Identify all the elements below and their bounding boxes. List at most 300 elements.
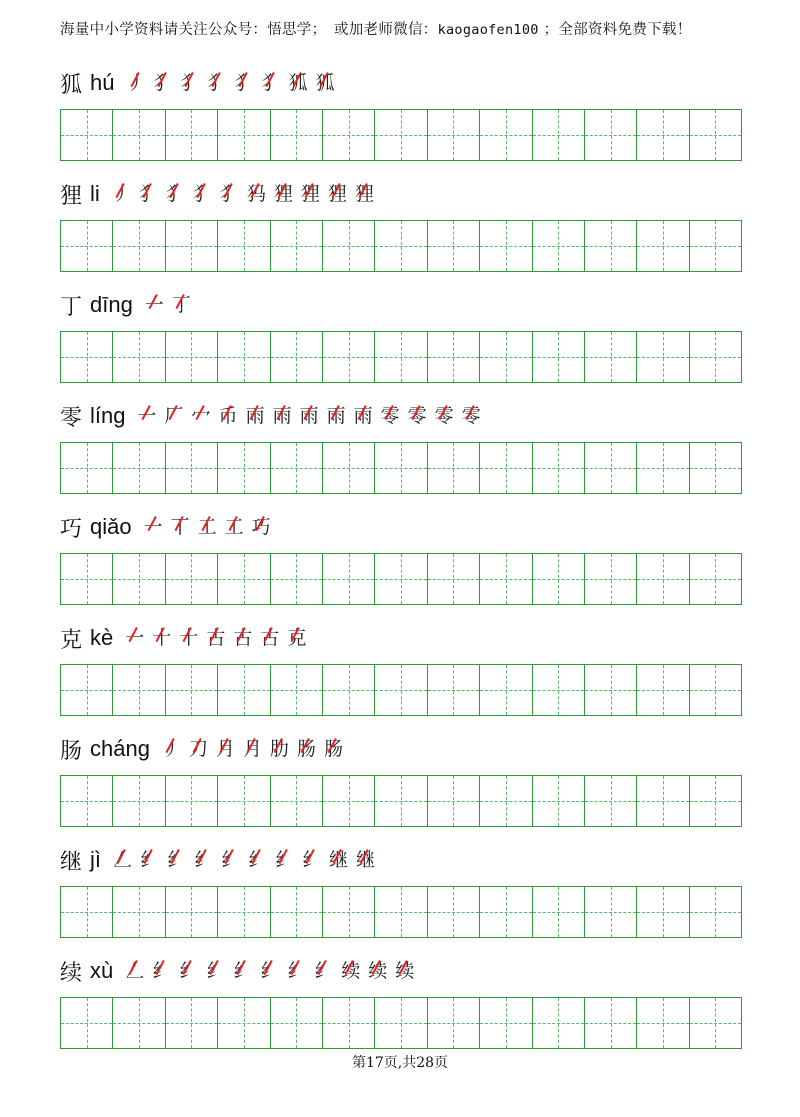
character-hanzi: 克 xyxy=(60,627,83,653)
tianzige-cell[interactable] xyxy=(533,332,585,382)
tianzige-cell[interactable] xyxy=(113,998,165,1048)
stroke-step xyxy=(302,848,322,871)
tianzige-cell[interactable] xyxy=(323,665,375,715)
tianzige-cell[interactable] xyxy=(585,332,637,382)
tianzige-cell[interactable] xyxy=(113,221,165,271)
stroke-step-glyph: 雨 xyxy=(353,404,373,427)
stroke-step-glyph: 丿 xyxy=(126,71,146,94)
tianzige-cell[interactable] xyxy=(166,332,218,382)
stroke-step xyxy=(299,404,319,427)
tianzige-cell[interactable] xyxy=(323,776,375,826)
character-pinyin: qiǎo xyxy=(90,514,132,539)
character-pinyin: dīng xyxy=(90,292,133,317)
stroke-step xyxy=(326,404,346,427)
tianzige-cell[interactable] xyxy=(428,776,480,826)
stroke-step xyxy=(153,71,173,94)
stroke-step-glyph: 续 xyxy=(341,959,361,982)
page-number: 第17页,共28页 xyxy=(351,1055,449,1071)
stroke-step xyxy=(434,404,454,427)
character-section xyxy=(60,509,742,605)
stroke-step xyxy=(216,737,236,760)
tianzige-cell[interactable] xyxy=(480,332,532,382)
tianzige-cell[interactable] xyxy=(585,998,637,1048)
stroke-step xyxy=(300,182,320,205)
tianzige-cell[interactable] xyxy=(271,332,323,382)
stroke-step xyxy=(218,404,238,427)
stroke-step-glyph: 十 xyxy=(179,626,199,649)
stroke-step xyxy=(113,848,133,871)
stroke-order-sequence xyxy=(137,404,489,427)
stroke-order-sequence xyxy=(125,626,314,649)
stroke-order-sequence xyxy=(144,293,199,316)
tianzige-cell[interactable] xyxy=(480,110,532,160)
tianzige-cell[interactable] xyxy=(323,332,375,382)
character-hanzi: 继 xyxy=(60,849,83,875)
stroke-step xyxy=(207,71,227,94)
character-section xyxy=(60,842,742,938)
stroke-step xyxy=(356,848,376,871)
character-title-row xyxy=(60,65,742,101)
tianzige-cell[interactable] xyxy=(61,443,113,493)
stroke-step xyxy=(287,959,307,982)
tianzige-cell[interactable] xyxy=(585,221,637,271)
stroke-step-glyph: 纟 xyxy=(233,959,253,982)
tianzige-cell[interactable] xyxy=(690,998,741,1048)
tianzige-cell[interactable] xyxy=(533,443,585,493)
tianzige-cell[interactable] xyxy=(637,665,689,715)
stroke-step xyxy=(206,626,226,649)
stroke-step xyxy=(170,515,190,538)
stroke-step-glyph: 雨 xyxy=(299,404,319,427)
stroke-step xyxy=(288,71,308,94)
stroke-step-glyph: 一 xyxy=(137,404,157,427)
tianzige-cell[interactable] xyxy=(428,443,480,493)
stroke-step-glyph: 丿 xyxy=(111,182,131,205)
tianzige-cell[interactable] xyxy=(690,332,741,382)
tianzige-cell[interactable] xyxy=(375,110,427,160)
stroke-step-glyph: 狸 xyxy=(273,182,293,205)
tianzige-cell[interactable] xyxy=(375,554,427,604)
stroke-step-glyph: 犭 xyxy=(234,71,254,94)
stroke-step-glyph: 纟 xyxy=(275,848,295,871)
tianzige-cell[interactable] xyxy=(533,221,585,271)
stroke-step-glyph: 丅 xyxy=(170,515,190,538)
tianzige-cell[interactable] xyxy=(218,443,270,493)
tianzige-cell[interactable] xyxy=(113,776,165,826)
character-hanzi: 狸 xyxy=(60,183,83,209)
tianzige-cell[interactable] xyxy=(323,221,375,271)
tianzige-cell[interactable] xyxy=(218,665,270,715)
character-hanzi: 零 xyxy=(60,405,83,431)
character-title-row xyxy=(60,176,742,212)
character-pinyin: xù xyxy=(90,958,114,983)
stroke-order-sequence xyxy=(143,515,279,538)
stroke-step xyxy=(140,848,160,871)
tianzige-cell[interactable] xyxy=(271,554,323,604)
tianzige-cell[interactable] xyxy=(690,665,741,715)
character-section xyxy=(60,953,742,1049)
stroke-step-glyph: 纟 xyxy=(302,848,322,871)
tianzige-cell[interactable] xyxy=(533,998,585,1048)
page-header xyxy=(60,18,760,39)
stroke-step xyxy=(206,959,226,982)
tianzige-cell[interactable] xyxy=(533,554,585,604)
tianzige-cell[interactable] xyxy=(323,554,375,604)
stroke-step-glyph: 肋 xyxy=(270,737,290,760)
stroke-step xyxy=(287,626,307,649)
tianzige-cell[interactable] xyxy=(271,998,323,1048)
tianzige-cell[interactable] xyxy=(166,554,218,604)
stroke-step-glyph: 纟 xyxy=(260,959,280,982)
stroke-step xyxy=(125,959,145,982)
stroke-step xyxy=(273,182,293,205)
stroke-step-glyph: 零 xyxy=(434,404,454,427)
tianzige-cell[interactable] xyxy=(218,776,270,826)
character-section xyxy=(60,176,742,272)
tianzige-cell[interactable] xyxy=(480,443,532,493)
stroke-step xyxy=(194,848,214,871)
tianzige-cell[interactable] xyxy=(533,665,585,715)
stroke-step xyxy=(125,626,145,649)
stroke-step xyxy=(368,959,388,982)
tianzige-cell[interactable] xyxy=(480,887,532,937)
character-pinyin: líng xyxy=(90,403,126,428)
tianzige-cell[interactable] xyxy=(61,554,113,604)
writing-grid xyxy=(60,331,742,383)
stroke-step-glyph: 纟 xyxy=(248,848,268,871)
character-pinyin: cháng xyxy=(90,736,150,761)
tianzige-cell[interactable] xyxy=(428,998,480,1048)
stroke-step xyxy=(461,404,481,427)
stroke-step xyxy=(341,959,361,982)
tianzige-cell[interactable] xyxy=(637,221,689,271)
tianzige-cell[interactable] xyxy=(375,665,427,715)
tianzige-cell[interactable] xyxy=(480,221,532,271)
stroke-order-sequence xyxy=(113,848,383,871)
tianzige-cell[interactable] xyxy=(690,110,741,160)
stroke-step-glyph: 狸 xyxy=(300,182,320,205)
tianzige-cell[interactable] xyxy=(218,998,270,1048)
tianzige-cell[interactable] xyxy=(271,665,323,715)
character-title-row xyxy=(60,953,742,989)
character-hanzi: 肠 xyxy=(60,738,83,764)
stroke-step-glyph: 巧 xyxy=(251,515,271,538)
character-title-row xyxy=(60,509,742,545)
character-section xyxy=(60,620,742,716)
character-title-row xyxy=(60,842,742,878)
tianzige-cell[interactable] xyxy=(585,887,637,937)
stroke-step-glyph: 纟 xyxy=(179,959,199,982)
stroke-step-glyph: 继 xyxy=(356,848,376,871)
stroke-step xyxy=(197,515,217,538)
tianzige-cell[interactable] xyxy=(166,887,218,937)
stroke-step-glyph: 丁 xyxy=(171,293,191,316)
tianzige-cell[interactable] xyxy=(585,665,637,715)
tianzige-cell[interactable] xyxy=(480,554,532,604)
tianzige-cell[interactable] xyxy=(637,998,689,1048)
stroke-step-glyph: 工 xyxy=(224,515,244,538)
character-pinyin: jì xyxy=(90,847,102,872)
stroke-step-glyph: 犭 xyxy=(207,71,227,94)
stroke-order-sequence xyxy=(161,737,351,760)
tianzige-cell[interactable] xyxy=(637,887,689,937)
stroke-step xyxy=(234,71,254,94)
stroke-step-glyph: 十 xyxy=(152,626,172,649)
tianzige-cell[interactable] xyxy=(585,776,637,826)
stroke-step xyxy=(192,182,212,205)
stroke-step xyxy=(243,737,263,760)
stroke-step xyxy=(314,959,334,982)
stroke-step-glyph: 纟 xyxy=(287,959,307,982)
stroke-step-glyph: 古 xyxy=(233,626,253,649)
stroke-step xyxy=(167,848,187,871)
tianzige-cell[interactable] xyxy=(218,221,270,271)
stroke-step xyxy=(395,959,415,982)
stroke-step xyxy=(270,737,290,760)
stroke-step-glyph: 雨 xyxy=(245,404,265,427)
tianzige-cell[interactable] xyxy=(323,443,375,493)
stroke-step-glyph: 狐 xyxy=(315,71,335,94)
stroke-step xyxy=(126,71,146,94)
stroke-step xyxy=(152,959,172,982)
tianzige-cell[interactable] xyxy=(166,443,218,493)
stroke-step xyxy=(137,404,157,427)
stroke-step-glyph: 肠 xyxy=(324,737,344,760)
tianzige-cell[interactable] xyxy=(690,443,741,493)
stroke-step xyxy=(180,71,200,94)
writing-grid xyxy=(60,997,742,1049)
tianzige-cell[interactable] xyxy=(428,554,480,604)
character-section xyxy=(60,65,742,161)
tianzige-cell[interactable] xyxy=(61,332,113,382)
stroke-step-glyph: 古 xyxy=(260,626,280,649)
tianzige-cell[interactable] xyxy=(480,776,532,826)
header-text: 海量中小学资料请关注公众号：悟思学； 或加老师微信： xyxy=(60,22,438,38)
tianzige-cell[interactable] xyxy=(166,776,218,826)
stroke-step xyxy=(354,182,374,205)
stroke-step-glyph: 币 xyxy=(218,404,238,427)
tianzige-cell[interactable] xyxy=(218,110,270,160)
tianzige-cell[interactable] xyxy=(113,554,165,604)
tianzige-cell[interactable] xyxy=(61,665,113,715)
character-pinyin: kè xyxy=(90,625,114,650)
stroke-step xyxy=(246,182,266,205)
stroke-step-glyph: 古 xyxy=(206,626,226,649)
stroke-step-glyph: 狸 xyxy=(354,182,374,205)
stroke-step xyxy=(219,182,239,205)
stroke-step xyxy=(164,404,184,427)
stroke-step-glyph: 纟 xyxy=(167,848,187,871)
tianzige-cell[interactable] xyxy=(166,665,218,715)
tianzige-cell[interactable] xyxy=(323,887,375,937)
character-hanzi: 巧 xyxy=(60,516,83,542)
tianzige-cell[interactable] xyxy=(533,776,585,826)
tianzige-cell[interactable] xyxy=(690,221,741,271)
tianzige-cell[interactable] xyxy=(61,998,113,1048)
tianzige-cell[interactable] xyxy=(113,332,165,382)
tianzige-cell[interactable] xyxy=(375,443,427,493)
stroke-step-glyph: 纟 xyxy=(221,848,241,871)
character-hanzi: 续 xyxy=(60,960,83,986)
tianzige-cell[interactable] xyxy=(480,998,532,1048)
character-section xyxy=(60,731,742,827)
tianzige-cell[interactable] xyxy=(61,776,113,826)
tianzige-cell[interactable] xyxy=(637,443,689,493)
tianzige-cell[interactable] xyxy=(375,998,427,1048)
stroke-step-glyph: 犭 xyxy=(153,71,173,94)
stroke-step xyxy=(261,71,281,94)
stroke-step xyxy=(224,515,244,538)
stroke-step-glyph: 犭 xyxy=(165,182,185,205)
tianzige-cell[interactable] xyxy=(585,110,637,160)
writing-grid xyxy=(60,220,742,272)
stroke-step-glyph: 一 xyxy=(143,515,163,538)
character-section xyxy=(60,398,742,494)
writing-grid xyxy=(60,553,742,605)
stroke-order-sequence xyxy=(125,959,422,982)
tianzige-cell[interactable] xyxy=(113,665,165,715)
tianzige-cell[interactable] xyxy=(533,887,585,937)
tianzige-cell[interactable] xyxy=(271,443,323,493)
stroke-step xyxy=(251,515,271,538)
tianzige-cell[interactable] xyxy=(113,443,165,493)
stroke-step-glyph: 刀 xyxy=(188,737,208,760)
stroke-step-glyph: 零 xyxy=(407,404,427,427)
tianzige-cell[interactable] xyxy=(166,998,218,1048)
tianzige-cell[interactable] xyxy=(323,110,375,160)
stroke-step-glyph: 肠 xyxy=(297,737,317,760)
wechat-id: kaogaofen100 xyxy=(437,22,539,38)
tianzige-cell[interactable] xyxy=(218,332,270,382)
writing-grid xyxy=(60,886,742,938)
stroke-step xyxy=(329,848,349,871)
tianzige-cell[interactable] xyxy=(323,998,375,1048)
stroke-step-glyph: 𠃋 xyxy=(125,959,145,982)
tianzige-cell[interactable] xyxy=(271,776,323,826)
tianzige-cell[interactable] xyxy=(428,665,480,715)
stroke-step xyxy=(144,293,164,316)
tianzige-cell[interactable] xyxy=(428,887,480,937)
stroke-step-glyph: 续 xyxy=(368,959,388,982)
stroke-step xyxy=(161,737,181,760)
character-pinyin: hú xyxy=(90,70,115,95)
stroke-step xyxy=(315,71,335,94)
stroke-step xyxy=(233,959,253,982)
writing-grid xyxy=(60,775,742,827)
stroke-step xyxy=(188,737,208,760)
tianzige-cell[interactable] xyxy=(166,221,218,271)
stroke-step-glyph: 纟 xyxy=(152,959,172,982)
stroke-step-glyph: 犭 xyxy=(219,182,239,205)
stroke-step xyxy=(171,293,191,316)
tianzige-cell[interactable] xyxy=(271,887,323,937)
tianzige-cell[interactable] xyxy=(166,110,218,160)
tianzige-cell[interactable] xyxy=(113,887,165,937)
stroke-step-glyph: 犭 xyxy=(138,182,158,205)
stroke-step-glyph: 工 xyxy=(197,515,217,538)
stroke-step xyxy=(297,737,317,760)
tianzige-cell[interactable] xyxy=(218,554,270,604)
tianzige-cell[interactable] xyxy=(271,110,323,160)
tianzige-cell[interactable] xyxy=(480,665,532,715)
stroke-step-glyph: 𠃋 xyxy=(113,848,133,871)
tianzige-cell[interactable] xyxy=(637,332,689,382)
character-title-row xyxy=(60,620,742,656)
tianzige-cell[interactable] xyxy=(61,887,113,937)
stroke-step xyxy=(324,737,344,760)
stroke-step xyxy=(165,182,185,205)
stroke-step-glyph: 狐 xyxy=(288,71,308,94)
stroke-step xyxy=(143,515,163,538)
character-pinyin: li xyxy=(90,181,100,206)
tianzige-cell[interactable] xyxy=(375,776,427,826)
stroke-step-glyph: 零 xyxy=(461,404,481,427)
stroke-step-glyph: 雨 xyxy=(326,404,346,427)
character-title-row xyxy=(60,287,742,323)
tianzige-cell[interactable] xyxy=(428,110,480,160)
stroke-step-glyph: 犭 xyxy=(261,71,281,94)
tianzige-cell[interactable] xyxy=(585,554,637,604)
stroke-step xyxy=(179,959,199,982)
tianzige-cell[interactable] xyxy=(375,332,427,382)
stroke-step-glyph: 一 xyxy=(144,293,164,316)
tianzige-cell[interactable] xyxy=(690,887,741,937)
stroke-step xyxy=(152,626,172,649)
character-hanzi: 丁 xyxy=(60,294,83,320)
tianzige-cell[interactable] xyxy=(113,110,165,160)
tianzige-cell[interactable] xyxy=(375,887,427,937)
stroke-step xyxy=(327,182,347,205)
tianzige-cell[interactable] xyxy=(637,554,689,604)
stroke-step-glyph: 纟 xyxy=(194,848,214,871)
tianzige-cell[interactable] xyxy=(61,110,113,160)
stroke-step-glyph: 犭 xyxy=(192,182,212,205)
stroke-step xyxy=(353,404,373,427)
stroke-step xyxy=(380,404,400,427)
stroke-step xyxy=(260,959,280,982)
stroke-step xyxy=(111,182,131,205)
stroke-step-glyph: 继 xyxy=(329,848,349,871)
writing-grid xyxy=(60,664,742,716)
stroke-step-glyph: 冖 xyxy=(191,404,211,427)
stroke-step xyxy=(248,848,268,871)
stroke-order-sequence xyxy=(126,71,343,94)
stroke-step-glyph: 零 xyxy=(380,404,400,427)
stroke-step xyxy=(233,626,253,649)
stroke-step-glyph: 厂 xyxy=(164,404,184,427)
tianzige-cell[interactable] xyxy=(428,221,480,271)
tianzige-cell[interactable] xyxy=(271,221,323,271)
tianzige-cell[interactable] xyxy=(585,443,637,493)
tianzige-cell[interactable] xyxy=(218,887,270,937)
stroke-step xyxy=(245,404,265,427)
stroke-step-glyph: 雨 xyxy=(272,404,292,427)
tianzige-cell[interactable] xyxy=(375,221,427,271)
tianzige-cell[interactable] xyxy=(61,221,113,271)
stroke-step-glyph: 犸 xyxy=(246,182,266,205)
stroke-step-glyph: 犭 xyxy=(180,71,200,94)
stroke-step-glyph: 月 xyxy=(243,737,263,760)
tianzige-cell[interactable] xyxy=(637,776,689,826)
tianzige-cell[interactable] xyxy=(637,110,689,160)
stroke-step-glyph: 一 xyxy=(125,626,145,649)
tianzige-cell[interactable] xyxy=(690,554,741,604)
tianzige-cell[interactable] xyxy=(690,776,741,826)
tianzige-cell[interactable] xyxy=(533,110,585,160)
tianzige-cell[interactable] xyxy=(428,332,480,382)
writing-grid xyxy=(60,109,742,161)
header-tail: ；全部资料免费下载！ xyxy=(538,22,692,38)
